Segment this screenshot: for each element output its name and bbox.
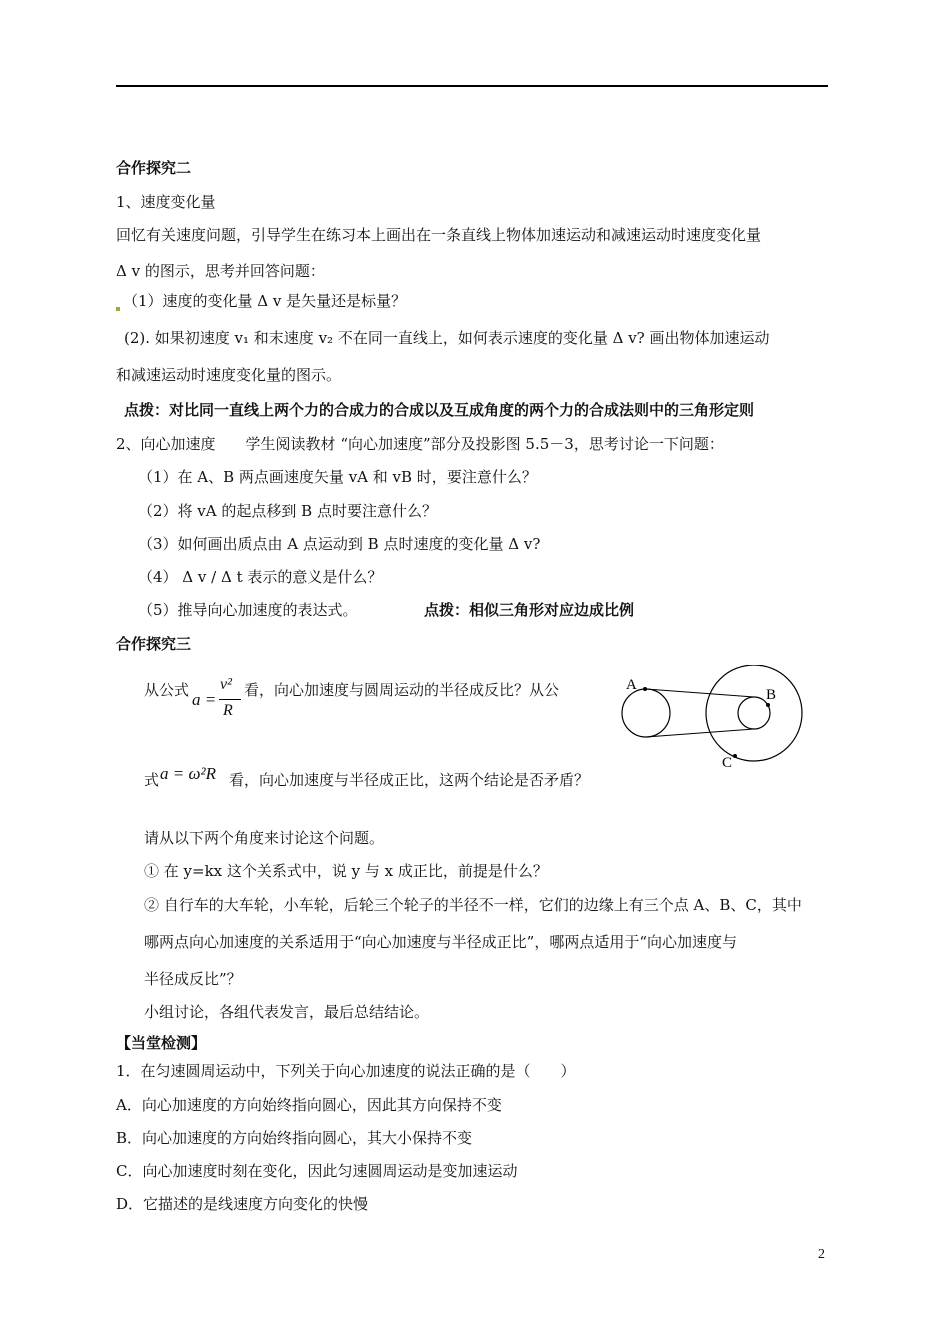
- point-a-label: A: [626, 677, 637, 693]
- section2-heading: 合作探究二: [116, 159, 192, 177]
- test-question-1: 1．在匀速圆周运动中，下列关于向心加速度的说法正确的是（ ）: [116, 1062, 576, 1080]
- point-a-dot: [643, 687, 647, 691]
- fraction-bar: [219, 699, 241, 700]
- intro-line1: 回忆有关速度问题，引导学生在练习本上画出在一条直线上物体加速运动和减速运动时速度变化量: [116, 226, 762, 244]
- page-number: 2: [818, 1247, 825, 1262]
- hint-1: 点拨：对比同一直线上两个力的合成力的合成以及互成角度的两个力的合成法则中的三角形定则: [124, 401, 755, 419]
- formula-1-lhs: a =: [192, 690, 217, 709]
- para2-end: 看，向心加速度与半径成正比，这两个结论是否矛盾？: [229, 771, 590, 789]
- option-b: B．向心加速度的方向始终指向圆心，其大小保持不变: [116, 1129, 473, 1147]
- header-rule: [116, 85, 828, 87]
- question-1: [116, 291, 406, 311]
- formula-1-numerator: v²: [220, 676, 232, 693]
- para5-line3: 半径成反比”？: [144, 970, 242, 988]
- formula-2: a = ω²R: [160, 764, 216, 783]
- question-1-text: （1）速度的变化量 Δ v 是矢量还是标量？: [123, 292, 407, 310]
- question-2-line1: (2). 如果初速度 v₁ 和末速度 v₂ 不在同一直线上，如何表示速度的变化量 Δ v? 画出物体加速运动: [124, 329, 770, 347]
- intro-line2: Δ v 的图示，思考并回答问题：: [116, 262, 325, 280]
- formula-1-denominator: R: [223, 702, 233, 719]
- option-c: C．向心加速度时刻在变化，因此匀速圆周运动是变加速运动: [116, 1162, 518, 1180]
- point-c-dot: [733, 754, 737, 758]
- para1-start: 从公式: [144, 681, 190, 699]
- point-c-label: C: [722, 755, 733, 771]
- small-wheel: [622, 689, 670, 737]
- para4: ① 在 y=kx 这个关系式中，说 y 与 x 成正比，前提是什么？: [144, 862, 548, 880]
- sub-question-1: （1）在 A、B 两点画速度矢量 vA 和 vB 时，要注意什么？: [138, 468, 537, 486]
- section3-heading: 合作探究三: [116, 635, 192, 653]
- point-b-label: B: [766, 687, 777, 703]
- para1-end: 看，向心加速度与圆周运动的半径成反比？从公: [244, 681, 560, 699]
- item2-title: 2、向心加速度 学生阅读教材 “向心加速度”部分及投影图 5.5－3，思考讨论一下问题：: [116, 435, 724, 453]
- edit-mark: [116, 307, 120, 311]
- test-heading: 【当堂检测】: [116, 1034, 207, 1052]
- option-d: D．它描述的是线速度方向变化的快慢: [116, 1195, 369, 1213]
- point-b-dot: [766, 703, 770, 707]
- para3: 请从以下两个角度来讨论这个问题。: [144, 829, 385, 847]
- sub-question-5: （5）推导向心加速度的表达式。: [138, 601, 358, 619]
- para5-line2: 哪两点向心加速度的关系适用于“向心加速度与半径成正比”，哪两点适用于“向心加速度与: [144, 933, 738, 951]
- large-wheel: [706, 665, 802, 761]
- para5-line1: ② 自行车的大车轮，小车轮，后轮三个轮子的半径不一样，它们的边缘上有三个点 A、B、C，其中: [144, 896, 802, 914]
- sub-question-4: （4） Δ v / Δ t 表示的意义是什么？: [138, 568, 383, 586]
- wheels-figure: [615, 665, 815, 775]
- question-2-line2: 和减速运动时速度变化量的图示。: [116, 366, 342, 384]
- para6: 小组讨论，各组代表发言，最后总结结论。: [144, 1003, 430, 1021]
- sub-question-2: （2）将 vA 的起点移到 B 点时要注意什么？: [138, 502, 437, 520]
- sub-question-3: （3）如何画出质点由 A 点运动到 B 点时速度的变化量 Δ v?: [138, 535, 541, 553]
- item1-title: 1、速度变化量: [116, 193, 216, 211]
- hint-2: 点拨：相似三角形对应边成比例: [424, 601, 635, 619]
- para2-start: 式: [144, 771, 160, 789]
- option-a: A．向心加速度的方向始终指向圆心，因此其方向保持不变: [116, 1096, 502, 1114]
